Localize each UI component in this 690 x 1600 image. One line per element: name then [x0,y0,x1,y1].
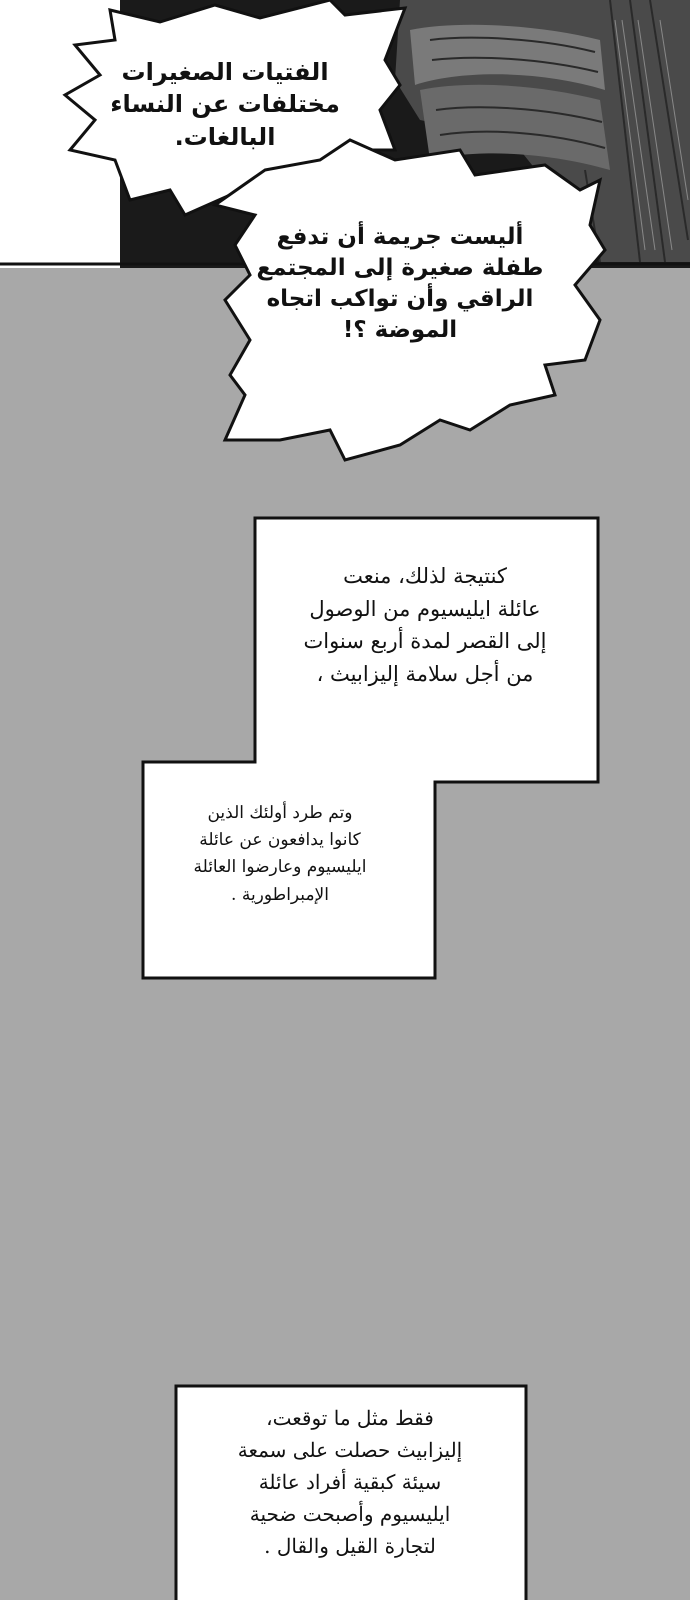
caption-line: فقط مثل ما توقعت، [266,1406,434,1430]
bubble-line: الموضة ؟! [342,317,458,344]
caption-line: إليزابيث حصلت على سمعة [237,1438,463,1462]
bubble-line: مختلفات عن النساء [110,90,340,119]
caption-line: كنتيجة لذلك، منعت [343,564,507,588]
caption-two-text [150,800,410,909]
caption-one-text [280,560,570,690]
caption-line: ايليسيوم وعارضوا العائلة [193,857,367,878]
bubble-line: البالغات. [174,122,276,151]
caption-three-text [180,1402,520,1562]
caption-line: سيئة كبقية أفراد عائلة [258,1470,442,1494]
bubble-line: الفتيات الصغيرات [121,58,329,86]
bubble-line: طفلة صغيرة إلى المجتمع [256,255,544,282]
caption-line: كانوا يدافعون عن عائلة [199,830,361,851]
bubble-line: الراقي وأن تواكب اتجاه [266,286,534,313]
caption-line: وتم طرد أولئك الذين [207,803,353,823]
speech-bubble-bottom-text [250,222,550,346]
speech-bubble-top-text [100,56,350,153]
caption-line: من أجل سلامة إليزابيث ، [316,661,534,686]
caption-line: لتجارة القيل والقال . [264,1534,436,1558]
caption-line: الإمبراطورية . [231,884,329,905]
caption-line: عائلة ايليسيوم من الوصول [309,596,541,621]
bubble-line: أليست جريمة أن تدفع [276,224,524,250]
caption-line: ايليسيوم وأصبحت ضحية [249,1502,451,1526]
caption-line: إلى القصر لمدة أربع سنوات [303,629,547,654]
